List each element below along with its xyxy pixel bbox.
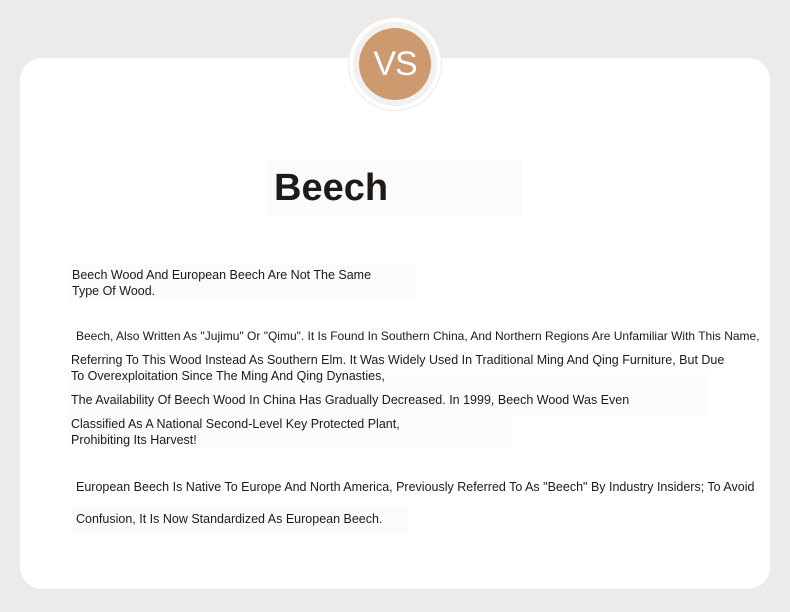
vs-badge-label: VS: [373, 44, 417, 83]
paragraph-southern-elm-line-1: Referring To This Wood Instead As Southern Elm. It Was Widely Used In Traditional Ming And Qing Furniture, But Due: [71, 353, 725, 367]
paragraph-protected-line-1: Classified As A National Second-Level Key Protected Plant,: [71, 417, 400, 431]
page-title: Beech: [274, 167, 389, 209]
paragraph-southern-elm-line-2: To Overexploitation Since The Ming And Qing Dynasties,: [71, 369, 385, 383]
paragraph-beech-names: Beech, Also Written As "Jujimu" Or "Qimu". It Is Found In Southern China, And Northern Regions Are Unfamiliar With This Name,: [76, 329, 760, 343]
paragraph-southern-elm: [71, 352, 724, 384]
paragraph-protected: [71, 416, 400, 448]
intro-paragraph: [72, 267, 371, 299]
paragraph-standardized: Confusion, It Is Now Standardized As European Beech.: [76, 512, 383, 526]
paragraph-availability: The Availability Of Beech Wood In China Has Gradually Decreased. In 1999, Beech Wood Was Even: [71, 393, 630, 407]
paragraph-european-beech: European Beech Is Native To Europe And North America, Previously Referred To As "Beech" By Industry Insiders; To Avoid: [76, 480, 755, 494]
vs-badge-circle: [359, 28, 431, 100]
vs-badge-ring: [353, 22, 437, 106]
vs-badge: [349, 18, 441, 110]
paragraph-protected-line-2: Prohibiting Its Harvest!: [71, 433, 197, 447]
intro-line-1: Beech Wood And European Beech Are Not The Same: [72, 268, 372, 282]
intro-line-2: Type Of Wood.: [72, 284, 156, 298]
